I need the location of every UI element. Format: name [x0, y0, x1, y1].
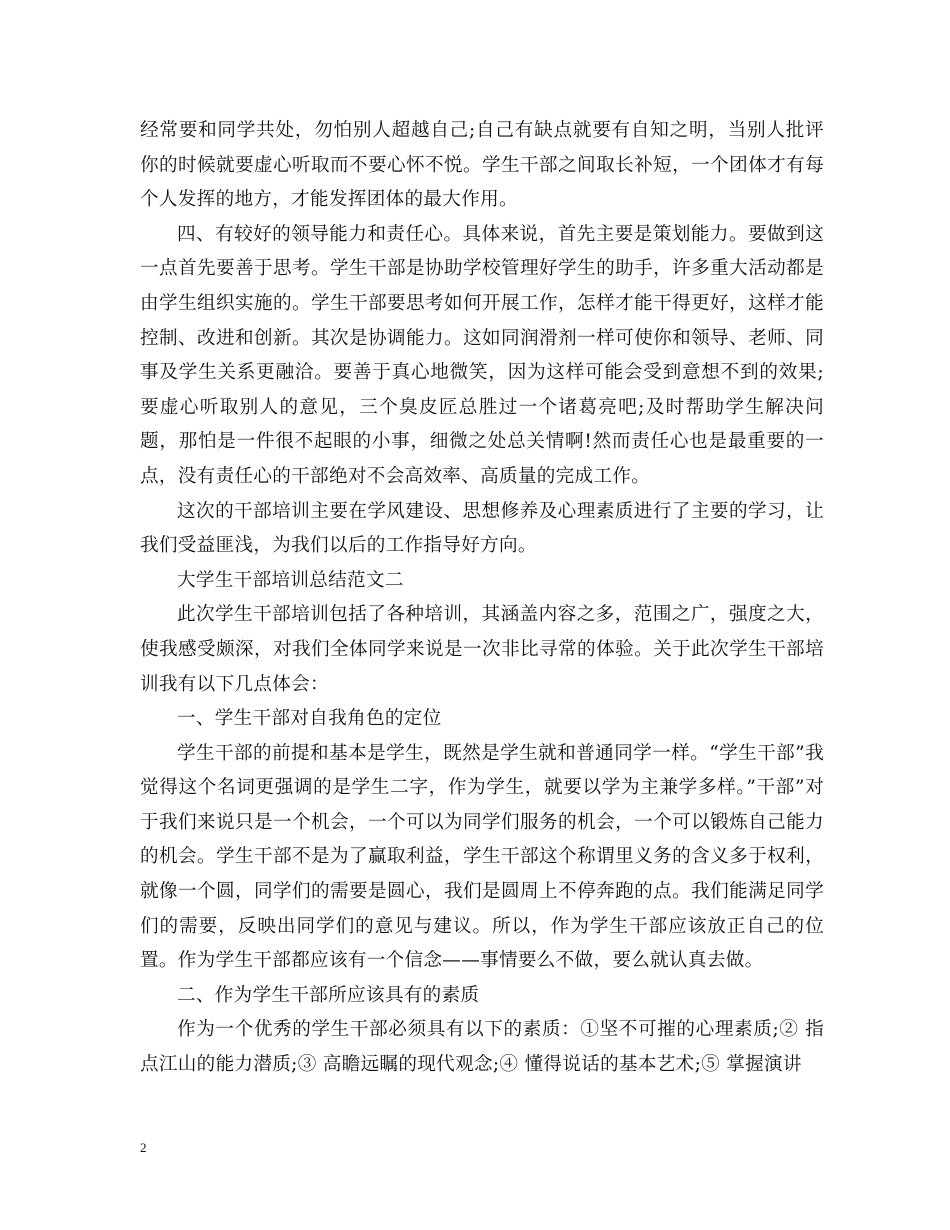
document-body	[140, 114, 824, 1083]
paragraph-leadership: 四、有较好的领导能力和责任心。具体来说，首先主要是策划能力。要做到这一点首先要善于思考。学生干部是协助学校管理好学生的助手，许多重大活动都是由学生组织实施的。学生干部要思考如何开展工作，怎样才能干得更好，这样才能控制、改进和创新。其次是协调能力。这如同润滑剂一样可使你和领导、老师、同事及学生关系更融洽。要善于真心地微笑，因为这样可能会受到意想不到的效果;要虚心听取别人的意见，三个臭皮匠总胜过一个诸葛亮吧;及时帮助学生解决问题，那怕是一件很不起眼的小事，细微之处总关情啊!然而责任心也是最重要的一点，没有责任心的干部绝对不会高效率、高质量的完成工作。	[140, 223, 824, 487]
section-title-example-two: 大学生干部培训总结范文二	[177, 569, 404, 591]
paragraph-role-positioning: 学生干部的前提和基本是学生，既然是学生就和普通同学一样。“学生干部”我觉得这个名词更强调的是学生二字，作为学生，就要以学为主兼学多样。”干部”对于我们来说只是一个机会，一个可以为同学们服务的机会，一个可以锻炼自己能力的机会。学生干部不是为了赢取利益，学生干部这个称谓里义务的含义多于权利，就像一个圆，同学们的需要是圆心，我们是圆周上不停奔跑的点。我们能满足同学们的需要，反映出同学们的意见与建议。所以，作为学生干部应该放正自己的位置。作为学生干部都应该有一个信念——事情要么不做，要么就认真去做。	[140, 742, 824, 972]
heading-required-qualities: 二、作为学生干部所应该具有的素质	[177, 984, 480, 1006]
paragraph-required-qualities: 作为一个优秀的学生干部必须具有以下的素质：①坚不可摧的心理素质;② 指点江山的能力潜质;③ 高瞻远瞩的现代观念;④ 懂得说话的基本艺术;⑤ 掌握演讲	[140, 1019, 824, 1076]
heading-role-positioning: 一、学生干部对自我角色的定位	[177, 708, 442, 730]
page-number: 2	[140, 1140, 147, 1155]
paragraph-training-intro: 此次学生干部培训包括了各种培训，其涵盖内容之多，范围之广，强度之大，使我感受颇深，对我们全体同学来说是一次非比寻常的体验。关于此次学生干部培训我有以下几点体会：	[140, 604, 824, 695]
paragraph-training-summary: 这次的干部培训主要在学风建设、思想修养及心理素质进行了主要的学习，让我们受益匪浅，为我们以后的工作指导好方向。	[140, 500, 824, 557]
paragraph-continuation: 经常要和同学共处，勿怕别人超越自己;自己有缺点就要有自知之明，当别人批评你的时候就要虚心听取而不要心怀不悦。学生干部之间取长补短，一个团体才有每个人发挥的地方，才能发挥团体的最大作用。	[140, 120, 824, 211]
